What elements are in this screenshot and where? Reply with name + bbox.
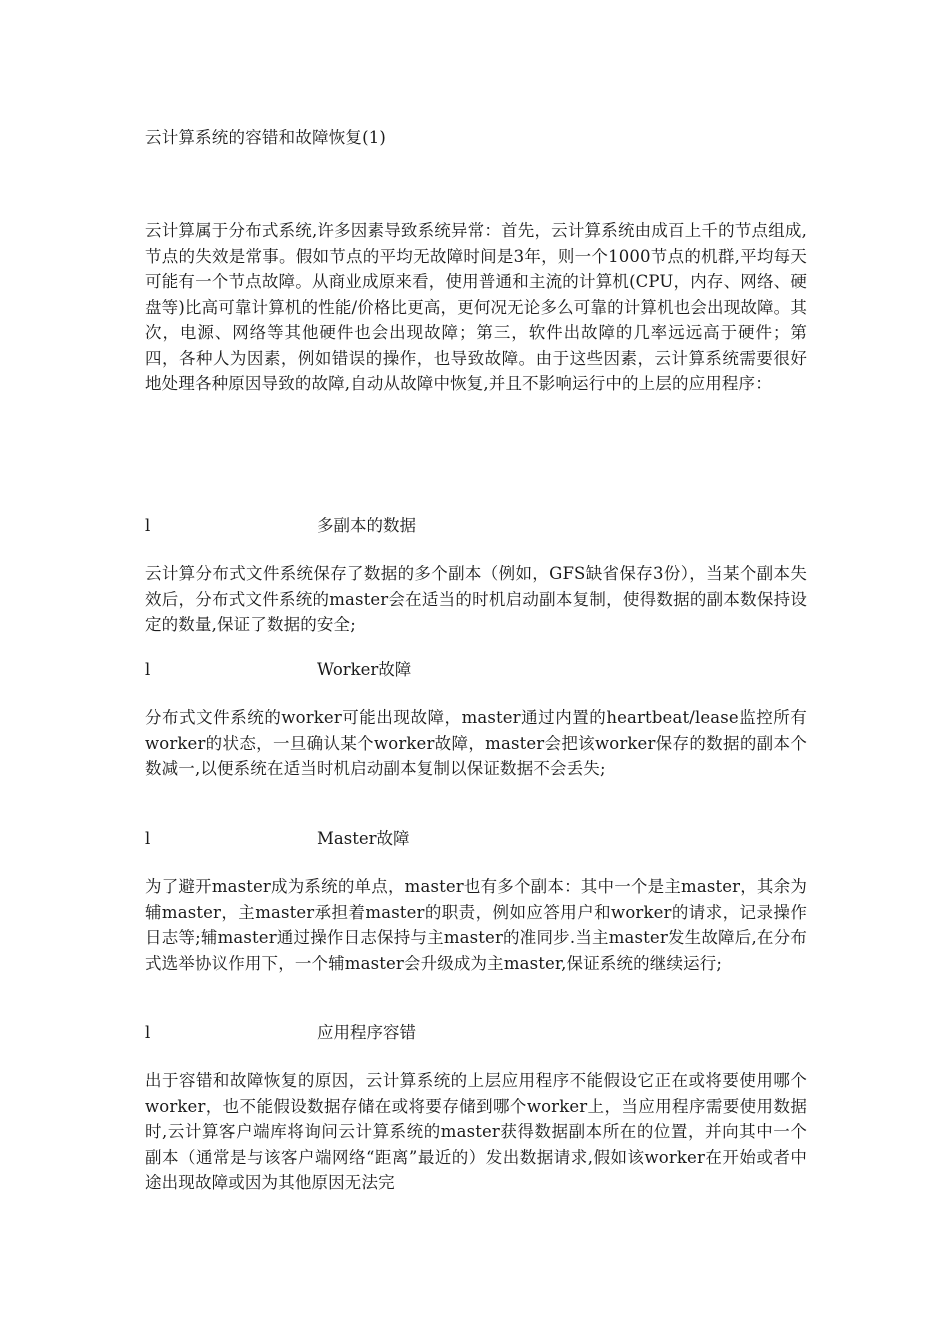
section-heading-app-fault-tolerance xyxy=(145,1021,416,1045)
section-heading-text: Master故障 xyxy=(317,829,410,848)
document-title: 云计算系统的容错和故障恢复(1) xyxy=(145,128,387,147)
bullet-marker: l xyxy=(145,1023,151,1042)
bullet-marker: l xyxy=(145,516,151,535)
intro-paragraph: 云计算属于分布式系统,许多因素导致系统异常：首先，云计算系统由成百上千的节点组成,节点的失效是常事。假如节点的平均无故障时间是3年，则一个1000节点的机群,平均每天可能有一个节点故障。从商业成原来看，使用普通和主流的计算机(CPU，内存、网络、硬盘等)比高可靠计算机的性能/价格比更高，更何况无论多么可靠的计算机也会出现故障。其次，电源、网络等其他硬件也会出现故障；第三，软件出故障的几率远远高于硬件；第四，各种人为因素，例如错误的操作，也导致故障。由于这些因素，云计算系统需要很好地处理各种原因导致的故障,自动从故障中恢复,并且不影响运行中的上层的应用程序： xyxy=(145,221,807,393)
section-heading-text: 应用程序容错 xyxy=(317,1023,416,1042)
section-body-app-fault-tolerance: 出于容错和故障恢复的原因，云计算系统的上层应用程序不能假设它正在或将要使用哪个worker，也不能假设数据存储在或将要存储到哪个worker上，当应用程序需要使用数据时,云计算客户端库将询问云计算系统的master获得数据副本所在的位置，并向其中一个副本（通常是与该客户端网络“距离”最近的）发出数据请求,假如该worker在开始或者中途出现故障或因为其他原因无法完 xyxy=(145,1071,807,1192)
section-heading-text: 多副本的数据 xyxy=(317,516,416,535)
section-body-master: 为了避开master成为系统的单点，master也有多个副本：其中一个是主master，其余为辅master，主master承担着master的职责，例如应答用户和worker的请求，记录操作日志等;辅master通过操作日志保持与主master的准同步.当主master发生故障后,在分布式选举协议作用下，一个辅master会升级成为主master,保证系统的继续运行; xyxy=(145,877,807,973)
section-heading-master xyxy=(145,827,409,851)
section-heading-text: Worker故障 xyxy=(317,660,412,679)
bullet-marker: l xyxy=(145,829,151,848)
bullet-marker: l xyxy=(145,660,151,679)
section-heading-replicas xyxy=(145,514,416,538)
section-body-worker: 分布式文件系统的worker可能出现故障，master通过内置的heartbeat/lease监控所有worker的状态，一旦确认某个worker故障，master会把该worker保存的数据的副本个数减一,以便系统在适当时机启动副本复制以保证数据不会丢失; xyxy=(145,708,807,778)
section-heading-worker xyxy=(145,658,411,682)
section-body-replicas: 云计算分布式文件系统保存了数据的多个副本（例如，GFS缺省保存3份），当某个副本失效后，分布式文件系统的master会在适当的时机启动副本复制，使得数据的副本数保持设定的数量,保证了数据的安全; xyxy=(145,564,807,634)
